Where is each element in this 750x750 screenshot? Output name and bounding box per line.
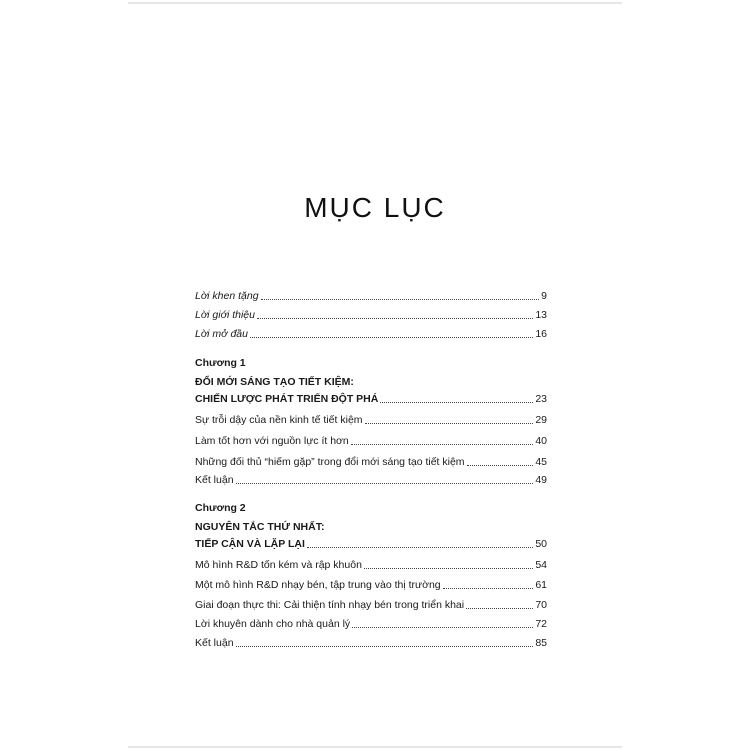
toc-entry-label: Mô hình R&D tốn kém và rập khuôn (195, 559, 362, 571)
toc-entry-page: 70 (535, 599, 547, 611)
dot-leader (250, 336, 533, 338)
page-top-edge (128, 2, 622, 4)
chapter-2-title-line1: NGUYÊN TẮC THỨ NHẤT: (195, 521, 325, 533)
dot-leader (467, 464, 534, 466)
toc-entry-page: 61 (535, 579, 547, 591)
toc-entry-page: 40 (535, 435, 547, 447)
chapter-2-number: Chương 2 (195, 502, 246, 514)
toc-entry-label: Lời khuyên dành cho nhà quản lý (195, 618, 351, 630)
dot-leader (443, 587, 534, 589)
dot-leader (307, 546, 533, 548)
toc-entry-page: 45 (535, 456, 547, 468)
toc-entry[interactable] (195, 574, 547, 592)
toc-entry-label: Kết luận (195, 637, 234, 649)
dot-leader (236, 482, 534, 484)
toc-entry[interactable] (195, 451, 547, 469)
toc-entry-label: Lời mở đầu (195, 328, 248, 340)
toc-entry[interactable] (195, 430, 547, 448)
toc-entry-introduction[interactable] (195, 304, 547, 322)
dot-leader (352, 626, 533, 628)
chapter-1-title-line1: ĐỔI MỚI SÁNG TẠO TIẾT KIỆM: (195, 376, 354, 388)
toc-entry[interactable] (195, 409, 547, 427)
toc-entry[interactable] (195, 594, 547, 612)
toc-entry-praise[interactable] (195, 285, 547, 303)
toc-entry-label: Làm tốt hơn với nguồn lực ít hơn (195, 435, 349, 447)
toc-entry-preface[interactable] (195, 323, 547, 341)
toc-entry-label: Kết luận (195, 474, 234, 486)
toc-entry-page: 49 (535, 474, 547, 486)
dot-leader (261, 298, 540, 300)
toc-entry[interactable] (195, 554, 547, 572)
toc-entry-page: 13 (535, 309, 547, 321)
dot-leader (236, 645, 534, 647)
chapter-2-title-line2: TIẾP CẬN VÀ LẶP LẠI (195, 538, 305, 550)
dot-leader (351, 443, 534, 445)
dot-leader (364, 567, 533, 569)
toc-entry-page: 29 (535, 414, 547, 426)
toc-entry-page: 72 (535, 618, 547, 630)
toc-entry-label: Giai đoạn thực thi: Cải thiện tính nhạy bén trong triển khai (195, 599, 465, 611)
toc-entry[interactable] (195, 613, 547, 631)
dot-leader (365, 422, 534, 424)
toc-entry[interactable] (195, 469, 547, 487)
toc-entry-label: Lời khen tặng (195, 290, 259, 302)
chapter-1-title-entry[interactable] (195, 388, 547, 406)
toc-entry[interactable] (195, 632, 547, 650)
toc-entry-label: Lời giới thiệu (195, 309, 255, 321)
toc-entry-page: 54 (535, 559, 547, 571)
dot-leader (466, 607, 533, 609)
toc-entry-label: Những đối thủ “hiếm gặp” trong đổi mới sáng tạo tiết kiệm (195, 456, 465, 468)
chapter-1-title-line2: CHIẾN LƯỢC PHÁT TRIỂN ĐỘT PHÁ (195, 393, 379, 405)
toc-entry-page: 9 (541, 290, 547, 302)
toc-entry-page: 50 (535, 538, 547, 550)
toc-entry-page: 16 (535, 328, 547, 340)
page-bottom-edge (128, 746, 622, 748)
toc-entry-label: Một mô hình R&D nhạy bén, tập trung vào thị trường (195, 579, 441, 591)
toc-entry-label: Sự trỗi dậy của nền kinh tế tiết kiệm (195, 414, 363, 426)
page-title: MỤC LỤC (304, 192, 446, 223)
toc-entry-page: 85 (535, 637, 547, 649)
dot-leader (257, 317, 533, 319)
dot-leader (380, 401, 533, 403)
toc-entry-page: 23 (535, 393, 547, 405)
chapter-2-title-entry[interactable] (195, 533, 547, 551)
chapter-1-number: Chương 1 (195, 357, 246, 369)
